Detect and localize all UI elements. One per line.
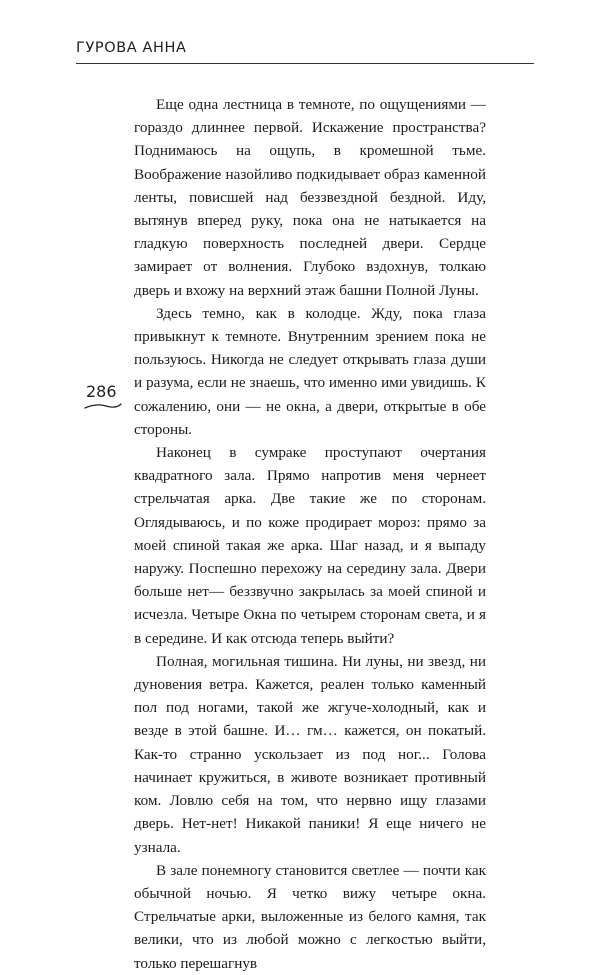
page-number-swash-icon xyxy=(84,402,122,412)
header-rule xyxy=(76,63,534,64)
page-number: 286 xyxy=(86,382,117,401)
paragraph-3: Наконец в сумраке проступают очертания квадратного зала. Прямо напротив меня чернеет стрельчатая арка. Две такие же по сторонам. Оглядываюсь, и по коже продирает мороз: прямо за моей спиной такая же арка. Шаг назад, и я выпаду наружу. Поспешно перехожу на середину зала. Двери больше нет— беззвучно закрылась за моей спиной и исчезла. Четыре Окна по четырем сторонам света, и я в середине. И как отсюда теперь выйти? xyxy=(134,444,486,647)
paragraph-2: Здесь темно, как в колодце. Жду, пока глаза привыкнут к темноте. Внутренним зрением пока не пользуюсь. Никогда не следует открывать глаза души и разума, если не знаешь, что именно ими увидишь. К сожалению, они — не окна, а двери, открытые в обе стороны. xyxy=(134,304,486,438)
body-text xyxy=(134,93,486,975)
paragraph-1: Еще одна лестница в темноте, по ощущениями — гораздо длиннее первой. Искажение пространства? Поднимаюсь на ощупь, в кромешной тьме. Воображение назойливо подкидывает образ каменной ленты, повисшей над беззвездной бездной. Иду, вытянув вперед руку, пока она не натыкается на гладкую поверхность последней двери. Сердце замирает от волнения. Глубоко вздохнув, толкаю дверь и вхожу на верхний этаж башни Полной Луны. xyxy=(134,96,486,299)
paragraph-5: В зале понемногу становится светлее — почти как обычной ночью. Я четко вижу четыре окна. Стрельчатые арки, выложенные из белого камня, так велики, что из любой можно с легкостью выйти, только перешагнув xyxy=(134,861,486,972)
running-header-author: ГУРОВА АННА xyxy=(76,40,187,56)
paragraph-4: Полная, могильная тишина. Ни луны, ни звезд, ни дуновения ветра. Кажется, реален только каменный пол под ногами, такой же жгуче-холодный, как и везде в этой башне. И… гм… кажется, он покатый. Как-то странно ускользает из под ног... Голова начинает кружиться, в животе возникает противный ком. Ловлю себя на том, что нервно ищу глазами дверь. Нет-нет! Никакой паники! Я еще ничего не узнала. xyxy=(134,652,486,856)
